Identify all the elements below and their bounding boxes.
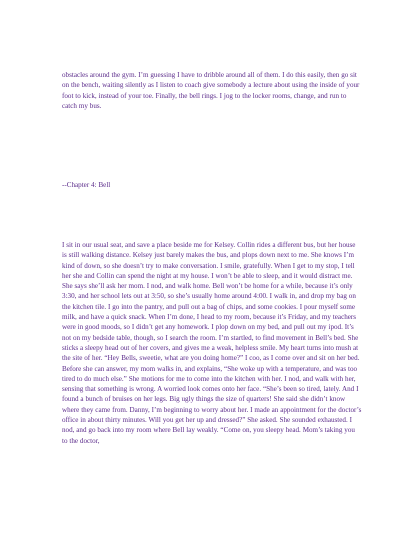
paragraph-top: obstacles around the gym. I’m guessing I have to dribble around all of them. I do this easily, then go sit on the bench, waiting silently as I listen to coach give somebody a lecture about using the inside of your foot to kick, instead of your toe. Finally, the bell rings. I jog to the locker rooms, change, and run to catch my bus.: [62, 71, 360, 110]
paragraph-main: I sit in our usual seat, and save a place beside me for Kelsey. Collin rides a different bus, but her house is still walking distance. Kelsey just barely makes the bus, and plops down next to me. She knows I’m kind of down, so she doesn’t try to make conversation. I smile, gratefully. When I get to my stop, I tell her she and Collin can spend the night at my house. I won’t be able to sleep, and it would distract me. She says she’ll ask her mom. I nod, and walk home. Bell won’t be home for a while, because it’s only 3:30, and her school lets out at 3:50, so she’s usually home around 4:00. I walk in, and drop my bag on the kitchen tile. I go into the pantry, and pull out a bag of chips, and some cookies. I pour myself some milk, and have a quick snack. When I’m done, I head to my room, because it’s Friday, and my teachers were in good moods, so I didn’t get any homework. I plop down on my bed, and pull out my ipod. It’s not on my bedside table, though, so I search the room. I’m startled, to find movement in Bell’s bed. She sticks a sleepy head out of her covers, and gives me a weak, helpless smile. My heart turns into mush at the site of her. “Hey Bells, sweetie, what are you doing home?” I coo, as I come over and sit on her bed. Before she can answer, my mom walks in, and explains, “She woke up with a temperature, and was too tired to do much else.” She motions for me to come into the kitchen with her. I nod, and walk with her, sensing that something is wrong. A worried look comes onto her face. “She’s been so tired, lately. And I found a bunch of bruises on her legs. Big ugly things the size of quarters! She said she didn’t know where they came from. Danny, I’m beginning to worry about her. I made an appointment for the doctor’s office in about thirty minutes. Will you get her up and dressed?” She asked. She sounded exhausted. I nod, and go back into my room where Bell lay weakly. “Come on, you sleepy head. Mom’s taking you to the doctor,: [62, 241, 362, 445]
chapter-heading: --Chapter 4: Bell: [62, 181, 111, 189]
